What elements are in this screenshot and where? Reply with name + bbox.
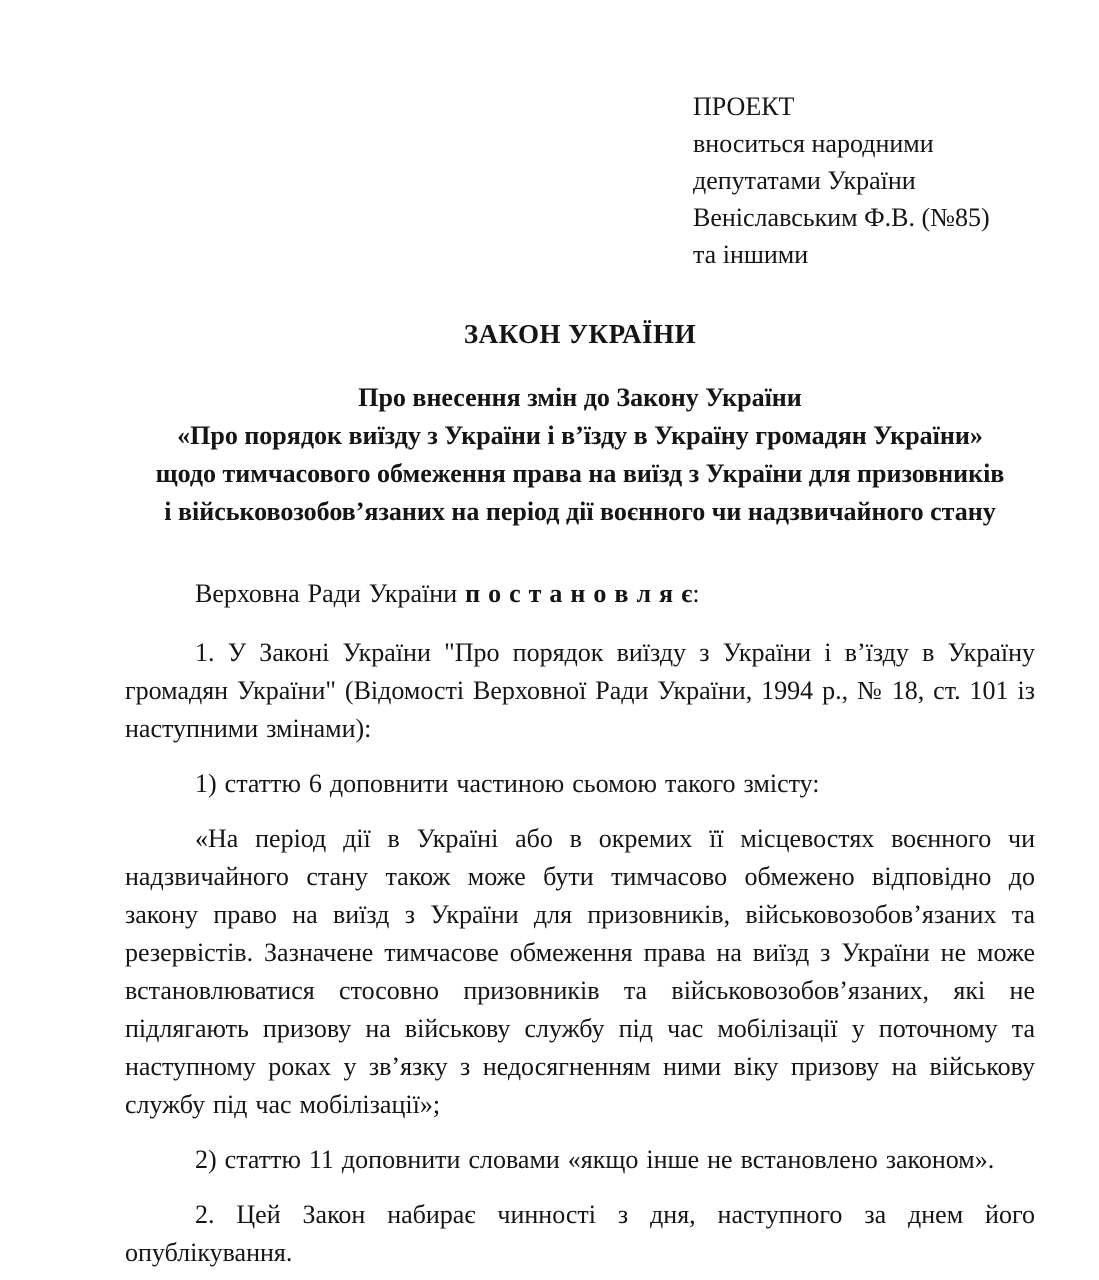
attribution-line-submitted-by: вноситься народними bbox=[693, 129, 934, 158]
paragraph-final-provision: 2. Цей Закон набирає чинності з дня, наступного за днем його опублікування. bbox=[125, 1200, 1035, 1267]
enactment-emphasis: п о с т а н о в л я є bbox=[465, 579, 693, 608]
attribution-block bbox=[693, 88, 1035, 273]
enactment-suffix: : bbox=[692, 579, 700, 608]
law-title: ЗАКОН УКРАЇНИ bbox=[463, 319, 697, 349]
law-subtitle bbox=[125, 379, 1035, 531]
paragraph-quoted-provision: «На період дії в Україні або в окремих її місцевостях воєнного чи надзвичайного стану також може бути тимчасово обмежено відповідно до закону право на виїзд з України для призовників, військовозобов’язаних та резервістів. Зазначене тимчасове обмеження права на виїзд з України не може встановлюватися стосовно призовників та військовозобов’язаних, які не підлягають призову на військову службу під час мобілізації у поточному та наступному роках у зв’язку з недосягненням ними віку призову на військову службу під час мобілізації»; bbox=[125, 824, 1035, 1119]
enactment-clause bbox=[125, 575, 1035, 613]
paragraph-amendment-intro: 1. У Законі України "Про порядок виїзду з України і в’їзду в Україну громадян України" (Відомості Верховної Ради України, 1994 р., № 18, ст. 101 із наступними змінами): bbox=[125, 638, 1035, 743]
law-subtitle-line: «Про порядок виїзду з України і в’їзду в Україну громадян України» bbox=[177, 421, 983, 450]
law-subtitle-line: щодо тимчасового обмеження права на виїзд з України для призовників bbox=[155, 459, 1005, 488]
law-subtitle-line: і військовозобов’язаних на період дії воєнного чи надзвичайного стану bbox=[164, 497, 996, 526]
attribution-line-others: та іншими bbox=[693, 240, 809, 269]
paragraph-item-1: 1) статтю 6 доповнити частиною сьомою такого змісту: bbox=[195, 769, 820, 798]
enactment-prefix: Верховна Ради України bbox=[195, 579, 466, 608]
paragraph-item-2: 2) статтю 11 доповнити словами «якщо інше не встановлено законом». bbox=[195, 1145, 995, 1174]
attribution-line-draft: ПРОЕКТ bbox=[693, 92, 795, 121]
attribution-line-author: Веніславським Ф.В. (№85) bbox=[693, 203, 990, 232]
attribution-line-deputies: депутатами України bbox=[693, 166, 916, 195]
law-subtitle-line: Про внесення змін до Закону України bbox=[358, 383, 802, 412]
